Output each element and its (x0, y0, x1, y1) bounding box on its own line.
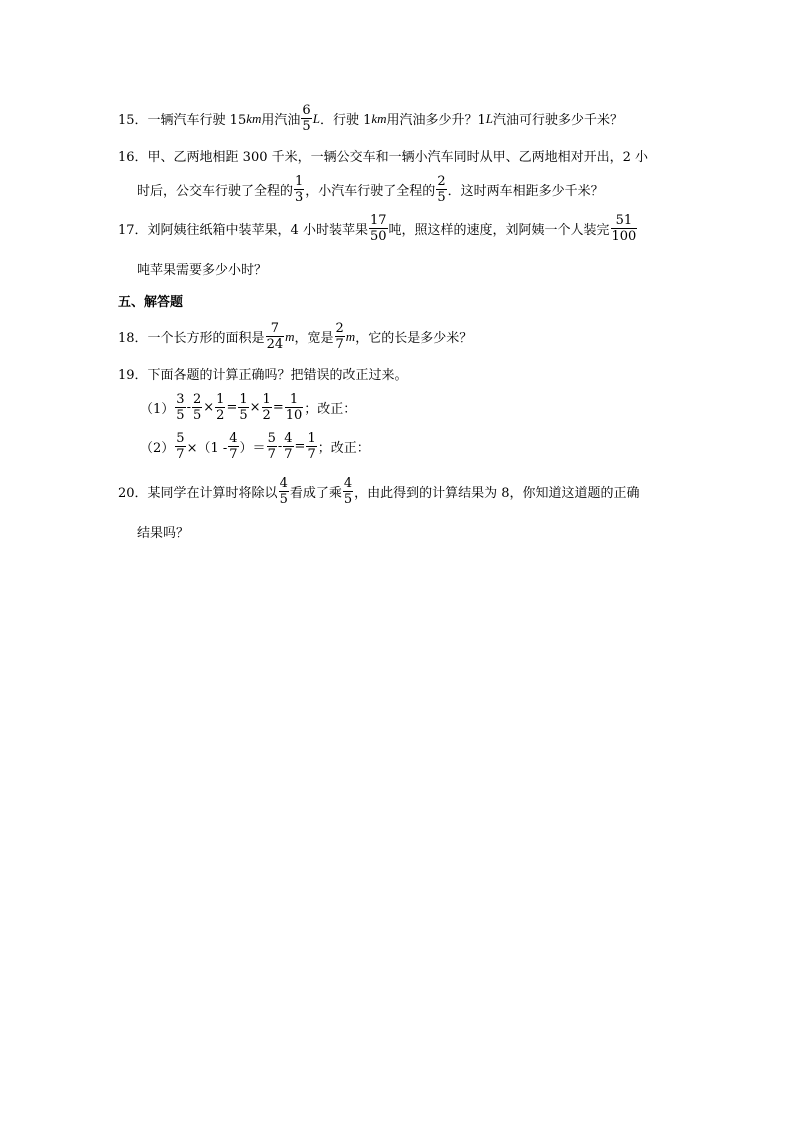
fraction: $\frac{4}{5}$ (343, 476, 353, 507)
unit-km: km (246, 110, 262, 126)
question-number: 17． (118, 223, 148, 238)
question-text: ，小汽车行驶了全程的 (305, 184, 436, 199)
question-18 (118, 322, 472, 351)
question-text: 下面各题的计算正确吗？把错误的改正过来。 (147, 368, 408, 383)
operator: - (186, 400, 191, 415)
fraction: $\frac{2}{5}$ (437, 174, 446, 205)
operator: ）＝ (239, 441, 266, 456)
question-text: ；改正： (317, 441, 370, 456)
question-text: ；改正： (304, 402, 357, 417)
fraction: $\frac{2}{5}$ (192, 392, 202, 423)
fraction: $\frac{4}{5}$ (279, 476, 288, 507)
operator: - (277, 439, 283, 454)
question-text: 甲、乙两地相距 300 千米，一辆公交车和一辆小汽车同时从甲、乙两地相对开出，2 小 (147, 150, 649, 165)
question-number: 18． (118, 331, 148, 346)
question-15 (118, 104, 623, 133)
operator: = (226, 400, 238, 415)
fraction: $\frac{4}{7}$ (284, 431, 293, 462)
question-text: ．行驶 1 (319, 113, 372, 128)
fraction: $\frac{3}{5}$ (176, 392, 185, 423)
question-number: 15． (118, 113, 148, 128)
fraction: $\frac{1}{2}$ (216, 392, 225, 423)
operator: × (203, 400, 215, 415)
fraction: $\frac{7}{24}$ (266, 321, 284, 352)
operator: × (249, 400, 261, 415)
fraction: $\frac{4}{7}$ (229, 431, 238, 462)
question-19-part-2 (140, 432, 370, 461)
fraction: $\frac{5}{7}$ (176, 431, 185, 462)
question-number: 20． (118, 486, 148, 501)
question-19-part-1 (140, 393, 356, 422)
question-text: 用汽油多少升？1 (386, 113, 486, 128)
unit-km: km (371, 110, 387, 126)
question-text: 看成了乘 (289, 486, 342, 501)
operator: = (272, 400, 284, 415)
operator: = (294, 439, 306, 454)
question-17-line-1 (118, 214, 638, 243)
question-number: 19． (118, 368, 148, 383)
question-16-line-2 (137, 175, 604, 204)
part-label: （2） (140, 441, 175, 456)
question-text: 吨苹果需要多少小时？ (137, 263, 268, 278)
fraction: $\frac{2}{7}$ (335, 321, 344, 352)
section-heading: 五、解答题 (118, 295, 184, 310)
fraction: $\frac{1}{5}$ (239, 392, 248, 423)
unit-l: L (485, 110, 494, 126)
question-text: 吨，照这样的速度，刘阿姨一个人装完 (388, 223, 610, 238)
question-20-line-1 (118, 477, 640, 506)
question-19 (118, 364, 408, 383)
question-text: 用汽油 (261, 113, 301, 128)
question-text: ，由此得到的计算结果为 8，你知道这道题的正确 (354, 486, 640, 501)
question-text: 刘阿姨往纸箱中装苹果，4 小时装苹果 (147, 223, 368, 238)
question-16-line-1 (118, 146, 648, 165)
question-text: ，它的长是多少米？ (355, 331, 473, 346)
fraction: $\frac{6}{5}$ (302, 103, 311, 134)
question-17-line-2 (137, 259, 267, 278)
fraction: $\frac{1}{7}$ (307, 431, 316, 462)
question-20-line-2 (137, 522, 189, 541)
question-text: 一个长方形的面积是 (147, 331, 265, 346)
operator: ×（1 - (186, 441, 228, 456)
unit-m: m (345, 328, 356, 344)
question-text: 汽油可行驶多少千米？ (493, 113, 624, 128)
question-text: 时后，公交车行驶了全程的 (137, 184, 294, 199)
question-text: 一辆汽车行驶 15 (147, 113, 247, 128)
question-number: 16． (118, 150, 148, 165)
question-text: ．这时两车相距多少千米？ (447, 184, 604, 199)
question-text: 结果吗？ (137, 526, 190, 541)
fraction: $\frac{1}{10}$ (285, 392, 303, 423)
unit-m: m (285, 328, 295, 344)
unit-l: L (312, 110, 320, 126)
part-label: （1） (140, 402, 175, 417)
fraction: $\frac{1}{3}$ (295, 174, 304, 205)
fraction: $\frac{1}{2}$ (262, 392, 271, 423)
question-text: ，宽是 (294, 331, 334, 346)
fraction: $\frac{5}{7}$ (267, 431, 276, 462)
fraction: $\frac{17}{50}$ (369, 213, 387, 244)
fraction: $\frac{51}{100}$ (611, 213, 637, 244)
question-text: 某同学在计算时将除以 (147, 486, 278, 501)
